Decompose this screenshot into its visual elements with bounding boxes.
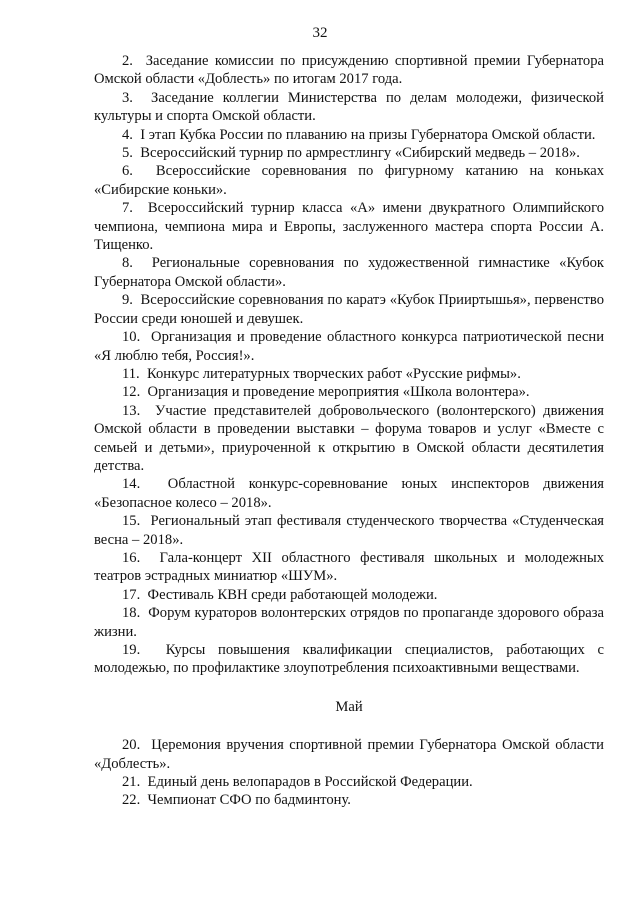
item-text: Заседание коллегии Министерства по делам молодежи, физической культуры и спорта Омской области. — [94, 89, 604, 125]
item-number: 12. — [122, 384, 141, 401]
list-item — [94, 291, 604, 328]
item-number: 6. — [122, 163, 133, 180]
section-heading-month: Май — [335, 698, 363, 715]
list-item — [94, 475, 604, 512]
list-item — [94, 254, 604, 291]
list-item — [94, 586, 604, 604]
list-item — [94, 52, 604, 89]
list-item — [94, 773, 604, 791]
item-number: 5. — [122, 145, 133, 162]
item-text: Форум кураторов волонтерских отрядов по пропаганде здорового образа жизни. — [94, 605, 604, 640]
item-text: I этап Кубка России по плаванию на призы Губернатора Омской области. — [140, 126, 596, 143]
item-number: 15. — [122, 513, 141, 530]
item-number: 13. — [122, 402, 141, 419]
list-item — [94, 328, 604, 365]
list-item — [94, 641, 604, 678]
list-item — [94, 512, 604, 549]
item-number: 16. — [122, 549, 141, 566]
item-number: 18. — [122, 605, 141, 622]
list-item — [94, 144, 604, 162]
item-text: Организация и проведение областного конкурса патриотической песни «Я люблю тебя, Россия!». — [94, 329, 605, 364]
item-number: 4. — [122, 126, 133, 143]
item-text: Конкурс литературных творческих работ «Русские рифмы». — [147, 365, 521, 382]
list-item — [94, 89, 604, 126]
list-item — [94, 791, 604, 809]
item-number: 7. — [122, 200, 133, 217]
list-item — [94, 736, 604, 773]
event-list-part-2 — [94, 736, 604, 810]
item-number: 11. — [122, 365, 140, 382]
item-text: Организация и проведение мероприятия «Школа волонтера». — [147, 384, 530, 401]
item-number: 20. — [122, 737, 141, 754]
item-text: Областной конкурс-соревнование юных инспекторов движения «Безопасное колесо – 2018». — [94, 476, 604, 511]
item-number: 21. — [122, 774, 141, 791]
item-text: Региональный этап фестиваля студенческого творчества «Студенческая весна – 2018». — [94, 513, 605, 548]
item-number: 10. — [122, 329, 141, 346]
item-text: Гала-концерт XII областного фестиваля школьных и молодежных театров эстрадных миниатюр «ШУМ». — [94, 549, 605, 585]
list-item — [94, 126, 604, 144]
item-text: Чемпионат СФО по бадминтону. — [147, 792, 351, 809]
item-number: 2. — [122, 53, 133, 69]
list-item — [94, 604, 604, 641]
list-item — [94, 402, 604, 476]
document-body — [94, 52, 604, 810]
item-text: Региональные соревнования по художественной гимнастике «Кубок Губернатора Омской области». — [94, 255, 605, 290]
item-number: 19. — [122, 642, 141, 658]
item-text: Участие представителей добровольческого (волонтерского) движения Омской области в проведении выставки – форума товаров и услуг «Вместе с семьей и детьми», приуроченной к открытию в Омской области десятилетия детства. — [94, 402, 604, 474]
list-item — [94, 162, 604, 199]
list-item — [94, 199, 604, 254]
item-text: Церемония вручения спортивной премии Губернатора Омской области «Доблесть». — [94, 737, 604, 772]
item-number: 22. — [122, 792, 141, 809]
item-number: 3. — [122, 89, 133, 106]
item-text: Единый день велопарадов в Российской Федерации. — [147, 774, 473, 791]
item-number: 9. — [122, 292, 133, 309]
list-item — [94, 549, 604, 586]
event-list-part-1 — [94, 52, 604, 678]
item-text: Всероссийские соревнования по каратэ «Кубок Прииртышья», первенство России среди юношей и девушек. — [94, 292, 604, 327]
item-text: Заседание комиссии по присуждению спортивной премии Губернатора Омской области «Доблесть» по итогам 2017 года. — [94, 53, 604, 88]
list-item — [94, 365, 604, 383]
item-number: 17. — [122, 586, 141, 603]
item-number: 14. — [122, 476, 141, 493]
item-text: Всероссийские соревнования по фигурному катанию на коньках «Сибирские коньки». — [94, 163, 604, 198]
item-text: Всероссийский турнир класса «А» имени двукратного Олимпийского чемпиона, чемпиона мира и Европы, заслуженного мастера спорта России А. Тищенко. — [94, 200, 604, 254]
item-text: Фестиваль КВН среди работающей молодежи. — [147, 586, 438, 603]
page-number: 32 — [312, 25, 328, 41]
item-number: 8. — [122, 255, 133, 272]
list-item — [94, 383, 604, 401]
item-text: Всероссийский турнир по армрестлингу «Сибирский медведь – 2018». — [140, 145, 580, 162]
item-text: Курсы повышения квалификации специалистов, работающих с молодежью, по профилактике злоупотребления психоактивными веществами. — [94, 642, 605, 677]
